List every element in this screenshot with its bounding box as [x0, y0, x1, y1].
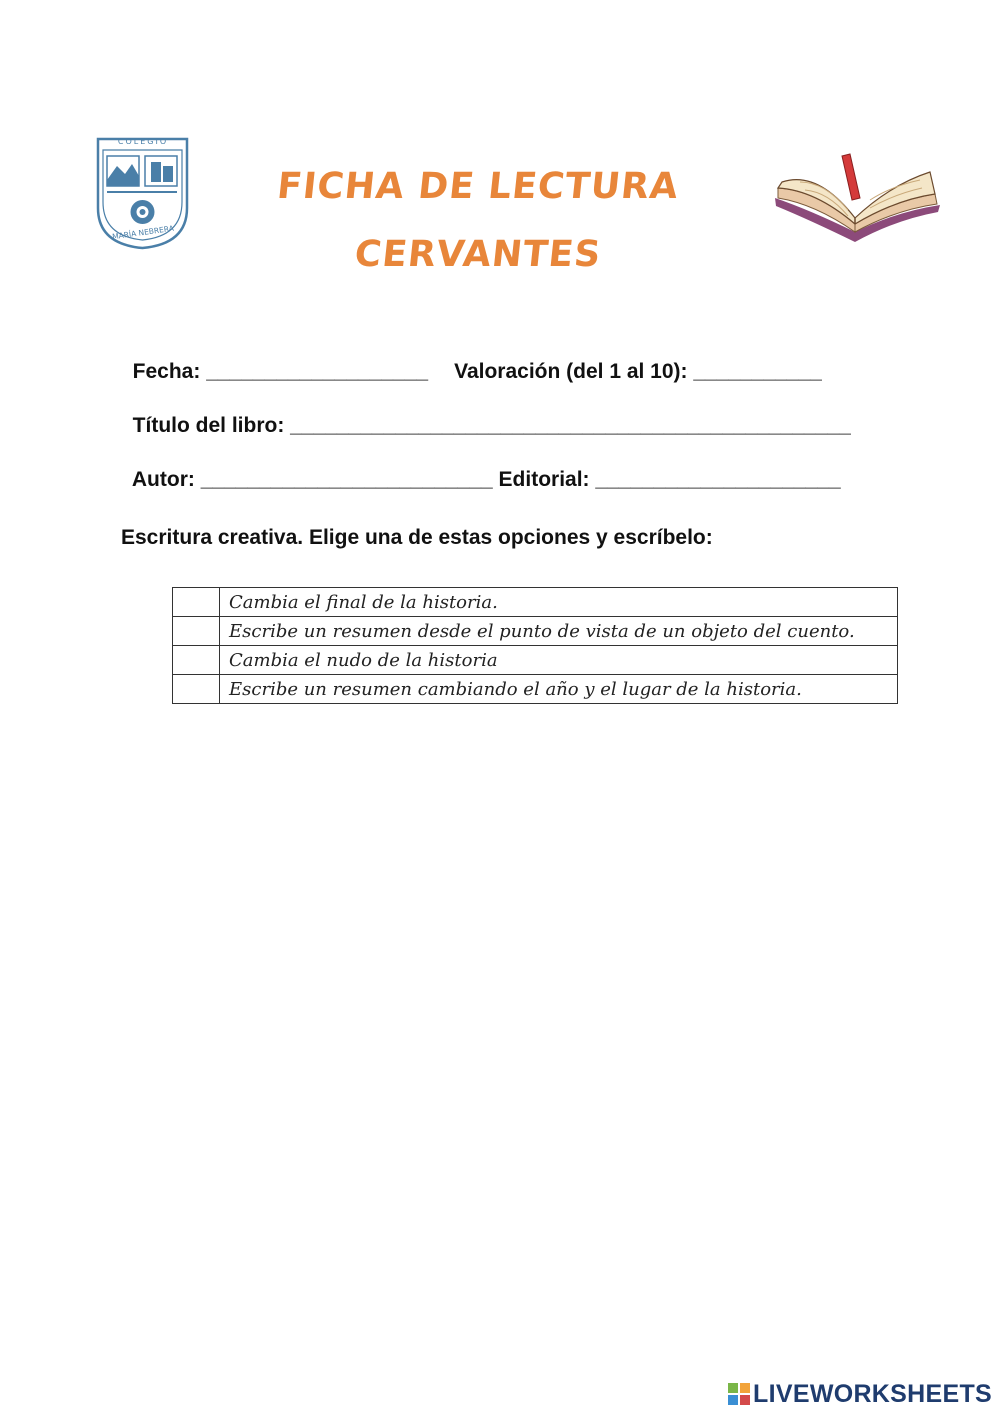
- editorial-input[interactable]: _____________________: [589, 468, 841, 491]
- fecha-row: [121, 336, 822, 384]
- valoracion-label: Valoración (del 1 al 10):: [454, 360, 688, 383]
- option-text: Escribe un resumen desde el punto de vista de un objeto del cuento.: [220, 617, 898, 646]
- liveworksheets-icon: [728, 1383, 750, 1405]
- option-row: [173, 617, 898, 646]
- page-subtitle: CERVANTES: [352, 234, 604, 275]
- titulo-label: Título del libro:: [132, 414, 285, 437]
- page-title: FICHA DE LECTURA: [275, 166, 681, 207]
- option-row: [173, 675, 898, 704]
- option-text: Escribe un resumen cambiando el año y el lugar de la historia.: [220, 675, 898, 704]
- fecha-label: Fecha:: [132, 360, 201, 383]
- option-row: [173, 646, 898, 675]
- option-row: [173, 588, 898, 617]
- titulo-input[interactable]: ________________________________________________: [284, 414, 851, 437]
- titulo-row: [121, 390, 851, 438]
- autor-row: [121, 444, 841, 492]
- options-table: [172, 587, 898, 704]
- option-checkbox[interactable]: [173, 588, 220, 617]
- valoracion-input[interactable]: ___________: [687, 360, 822, 383]
- option-text: Cambia el nudo de la historia: [220, 646, 898, 675]
- option-checkbox[interactable]: [173, 675, 220, 704]
- logo-text-top: COLEGIO: [117, 137, 169, 146]
- open-book-icon: [770, 150, 945, 250]
- logo-text-bottom: MARÍA NEBRERA: [111, 223, 175, 242]
- option-checkbox[interactable]: [173, 617, 220, 646]
- instruction-text: Escritura creativa. Elige una de estas opciones y escríbelo:: [121, 526, 713, 549]
- fecha-input[interactable]: ___________________: [200, 360, 429, 383]
- editorial-label: Editorial:: [498, 468, 590, 491]
- liveworksheets-logo: [728, 1381, 992, 1407]
- liveworksheets-brand: LIVEWORKSHEETS: [753, 1379, 992, 1408]
- autor-label: Autor:: [131, 468, 195, 491]
- option-checkbox[interactable]: [173, 646, 220, 675]
- option-text: Cambia el final de la historia.: [220, 588, 898, 617]
- autor-input[interactable]: _________________________: [194, 468, 493, 491]
